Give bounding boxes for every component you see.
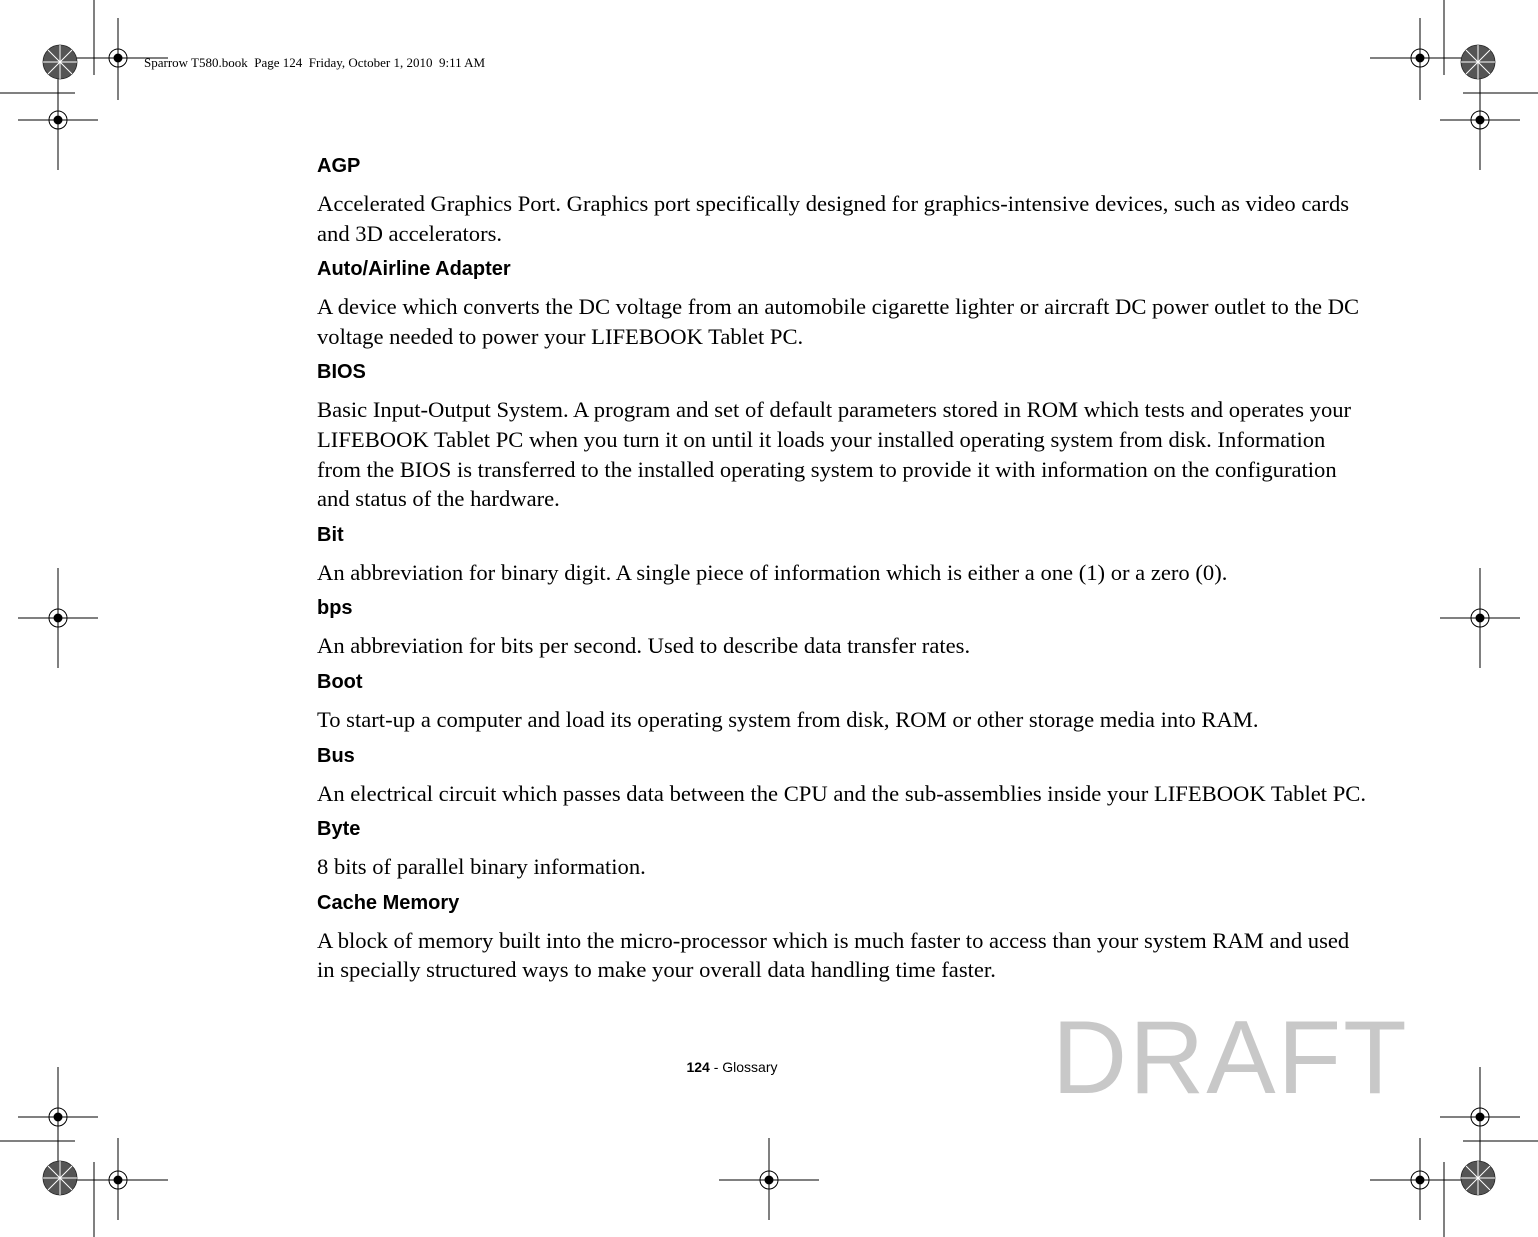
glossary-term: Auto/Airline Adapter <box>317 258 511 281</box>
glossary-entry-byte <box>317 815 1367 882</box>
glossary-list <box>317 152 1367 992</box>
glossary-definition: An abbreviation for binary digit. A single piece of information which is either a one (1) or a zero (0). <box>317 559 1228 585</box>
glossary-term: Byte <box>317 818 361 841</box>
glossary-entry-bios <box>317 358 1367 513</box>
glossary-term: Cache Memory <box>317 891 460 914</box>
footer-section: - Glossary <box>709 1059 778 1075</box>
glossary-term: bps <box>317 597 353 620</box>
glossary-term: BIOS <box>317 361 366 384</box>
glossary-entry-auto-airline-adapter <box>317 255 1367 351</box>
glossary-definition: To start-up a computer and load its operating system from disk, ROM or other storage media into RAM. <box>317 706 1259 732</box>
glossary-definition: Accelerated Graphics Port. Graphics port specifically designed for graphics-intensive devices, such as video cards and 3D accelerators. <box>317 191 1350 246</box>
draft-watermark: DRAFT <box>1052 1000 1409 1116</box>
glossary-entry-bus <box>317 742 1367 809</box>
glossary-definition: A block of memory built into the micro-processor which is much faster to access than your system RAM and used in specially structured ways to make your overall data handling time faster. <box>317 927 1350 983</box>
glossary-entry-bit <box>317 521 1367 588</box>
glossary-entry-cache-memory <box>317 889 1367 985</box>
glossary-entry-bps <box>317 594 1367 661</box>
glossary-definition: 8 bits of parallel binary information. <box>317 854 646 880</box>
glossary-term: AGP <box>317 155 361 177</box>
glossary-definition: An electrical circuit which passes data between the CPU and the sub-assemblies inside your LIFEBOOK Tablet PC. <box>317 780 1366 806</box>
glossary-term: Bit <box>317 523 344 546</box>
glossary-entry-boot <box>317 668 1367 735</box>
glossary-definition: Basic Input-Output System. A program and set of default parameters stored in ROM which tests and operates your LIFEBOOK Tablet PC when you turn it on until it loads your installed operating system from disk. Information from the BIOS is transferred to the installed operating system to provide it with information on the configuration and status of the hardware. <box>317 397 1352 512</box>
page-footer <box>0 1059 1464 1075</box>
page-number: 124 <box>686 1059 710 1075</box>
glossary-term: Boot <box>317 670 363 693</box>
book-page-stamp: Sparrow T580.book Page 124 Friday, October 1, 2010 9:11 AM <box>144 55 486 70</box>
glossary-definition: A device which converts the DC voltage from an automobile cigarette lighter or aircraft DC power outlet to the DC voltage needed to power your LIFEBOOK Tablet PC. <box>317 294 1360 349</box>
glossary-entry-agp <box>317 152 1367 248</box>
glossary-definition: An abbreviation for bits per second. Used to describe data transfer rates. <box>317 633 971 659</box>
glossary-term: Bus <box>317 744 355 767</box>
